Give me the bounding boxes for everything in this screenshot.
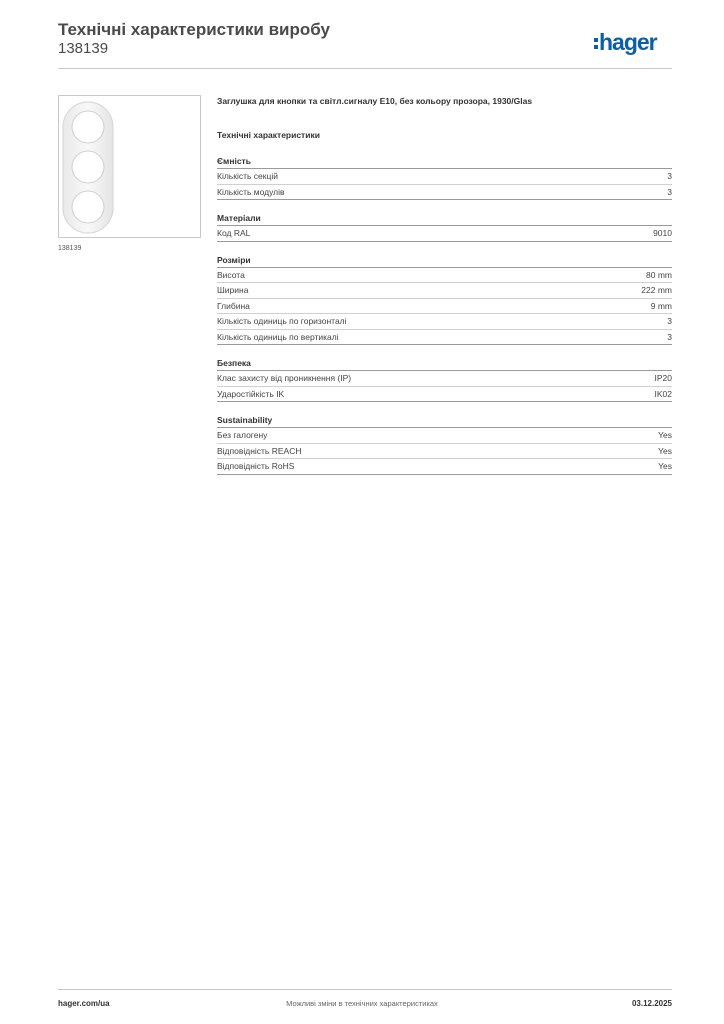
spec-value: IP20 bbox=[654, 373, 672, 383]
spec-section-capacity bbox=[217, 154, 672, 200]
image-caption: 138139 bbox=[58, 245, 82, 252]
spec-row bbox=[217, 428, 672, 444]
footer-note: Можливі зміни в технічних характеристиках bbox=[286, 999, 438, 1008]
spec-label: Кількість одиниць по вертикалі bbox=[217, 331, 339, 342]
spec-label: Висота bbox=[217, 269, 245, 280]
spec-label: Кількість секцій bbox=[217, 171, 278, 181]
spec-label: Кількість одиниць по горизонталі bbox=[217, 316, 347, 326]
spec-row bbox=[217, 387, 672, 403]
product-title: Заглушка для кнопки та світл.сигналу E10, без кольору прозора, 1930/Glas bbox=[217, 96, 533, 106]
spec-label: Відповідність REACH bbox=[217, 445, 302, 456]
spec-value: Yes bbox=[658, 445, 672, 456]
spec-value: 222 mm bbox=[641, 285, 672, 295]
product-image bbox=[58, 95, 201, 238]
spec-row bbox=[217, 185, 672, 201]
spec-label: Ширина bbox=[217, 285, 249, 295]
section-title: Матеріали bbox=[217, 211, 672, 226]
spec-label: Клас захисту від проникнення (IP) bbox=[217, 373, 352, 383]
spec-label: Код RAL bbox=[217, 228, 251, 238]
spec-label: Ударостійкість IK bbox=[217, 388, 285, 399]
footer-divider bbox=[58, 989, 672, 990]
footer-website-link[interactable]: hager.com/ua bbox=[58, 999, 110, 1008]
section-title: Ємність bbox=[217, 154, 672, 169]
spec-label: Відповідність RoHS bbox=[217, 461, 295, 471]
spec-label: Кількість модулів bbox=[217, 186, 285, 197]
spec-row bbox=[217, 330, 672, 346]
page-title: Технічні характеристики виробу bbox=[58, 20, 330, 39]
spec-row bbox=[217, 459, 672, 475]
logo-text: hager bbox=[599, 29, 657, 55]
spec-value: Yes bbox=[658, 461, 672, 471]
header-divider bbox=[58, 68, 672, 69]
spec-row bbox=[217, 371, 672, 387]
spec-row bbox=[217, 226, 672, 242]
spec-label: Глибина bbox=[217, 300, 250, 311]
spec-row bbox=[217, 444, 672, 460]
spec-row bbox=[217, 283, 672, 299]
spec-value: 9010 bbox=[653, 228, 672, 238]
spec-value: 3 bbox=[667, 316, 672, 326]
footer-date: 03.12.2025 bbox=[631, 999, 672, 1008]
spec-value: 3 bbox=[667, 186, 672, 197]
spec-label: Без галогену bbox=[217, 430, 268, 440]
article-number: 138139 bbox=[58, 40, 109, 57]
spec-sections bbox=[217, 154, 672, 486]
spec-row bbox=[217, 299, 672, 315]
section-title: Безпека bbox=[217, 356, 672, 371]
section-title: Sustainability bbox=[217, 413, 672, 428]
spec-section-materials bbox=[217, 211, 672, 242]
spec-value: 3 bbox=[667, 171, 672, 181]
spec-section-safety bbox=[217, 356, 672, 402]
spec-value: 3 bbox=[667, 331, 672, 342]
spec-value: 80 mm bbox=[646, 269, 672, 280]
spec-value: Yes bbox=[658, 430, 672, 440]
cover-plate-illustration bbox=[59, 96, 200, 237]
spec-value: 9 mm bbox=[650, 300, 672, 311]
spec-row bbox=[217, 169, 672, 185]
section-title: Розміри bbox=[217, 253, 672, 268]
spec-value: IK02 bbox=[654, 388, 672, 399]
specs-heading: Технічні характеристики bbox=[217, 130, 320, 140]
spec-row bbox=[217, 268, 672, 284]
spec-row bbox=[217, 314, 672, 330]
spec-section-dimensions bbox=[217, 253, 672, 346]
hager-logo bbox=[594, 28, 674, 56]
spec-section-sustainability bbox=[217, 413, 672, 475]
